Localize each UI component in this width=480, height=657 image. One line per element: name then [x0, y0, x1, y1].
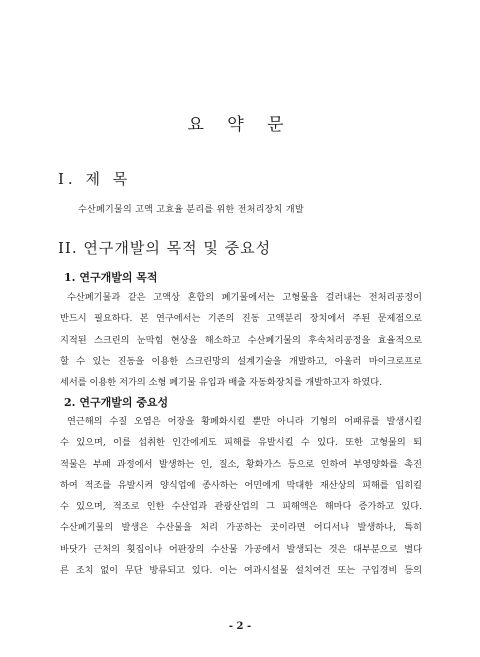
paragraph-line: 바닷가 근처의 횟집이나 어판장의 수산물 가공에서 발생되는 것은 대부분으로 별다 — [60, 543, 422, 555]
paragraph-line: 적물은 부패 과정에서 발생하는 인, 질소, 황화가스 등으로 인하여 부영양화를 촉진 — [60, 458, 422, 470]
purpose-paragraph — [60, 287, 422, 393]
subsection-heading-importance: 2. 연구개발의 중요성 — [64, 396, 169, 409]
paragraph-line: 른 조치 없이 무단 방류되고 있다. 이는 여과시설물 설치여건 또는 구입경비 등의 — [60, 565, 422, 577]
paragraph-line: 수산폐기물의 발생은 수산물을 처리 가공하는 곳이라면 어디서나 발생하나, 특히 — [60, 522, 422, 534]
paragraph-line: 할 수 있는 진동을 이용한 스크린망의 설계기술을 개발하고, 아울러 마이크로프로 — [60, 355, 422, 367]
paragraph-line: 수산폐기물과 같은 고액상 혼합의 폐기물에서는 고형물을 걸러내는 전처리공정이 — [67, 292, 422, 303]
paragraph-line: 지적된 스크린의 눈막힘 현상을 해소하고 수산폐기물의 후속처리공정을 효율적으로 — [60, 334, 422, 346]
section-heading-title: I. 제 목 — [58, 170, 132, 188]
paragraph-line: 반드시 필요하다. 본 연구에서는 기존의 진동 고액분리 장치에서 주된 문제점으로 — [60, 313, 422, 325]
paragraph-line: 수 있으며, 적조로 인한 수산업과 관광산업의 그 피해액은 해마다 증가하고 있다. — [60, 501, 422, 513]
paragraph-line: 수 있으며, 이를 섭취한 인간에게도 피해를 유발시킬 수 있다. 또한 고형물의 퇴 — [60, 437, 422, 449]
project-title-text: 수산폐기물의 고액 고효율 분리를 위한 전처리장치 개발 — [78, 205, 304, 215]
subsection-heading-purpose: 1. 연구개발의 목적 — [64, 271, 158, 284]
importance-paragraph — [60, 411, 422, 581]
page-number: - 2 - — [228, 621, 252, 632]
section-heading-purpose: II. 연구개발의 목적 및 중요성 — [58, 239, 272, 257]
paragraph-line: 연근해의 수질 오염은 어장을 황폐화시킬 뿐만 아니라 기형의 어패류를 발생시킬 — [67, 416, 422, 427]
paragraph-line: 하여 적조를 유발시켜 양식업에 종사하는 어민에게 막대한 재산상의 피해를 입히킬 — [60, 479, 422, 491]
paragraph-line: 세서를 이용한 저가의 소형 폐기물 유입과 배출 자동화장치를 개발하고자 하였다. — [60, 377, 383, 389]
document-title: 요 약 문 — [187, 115, 293, 135]
